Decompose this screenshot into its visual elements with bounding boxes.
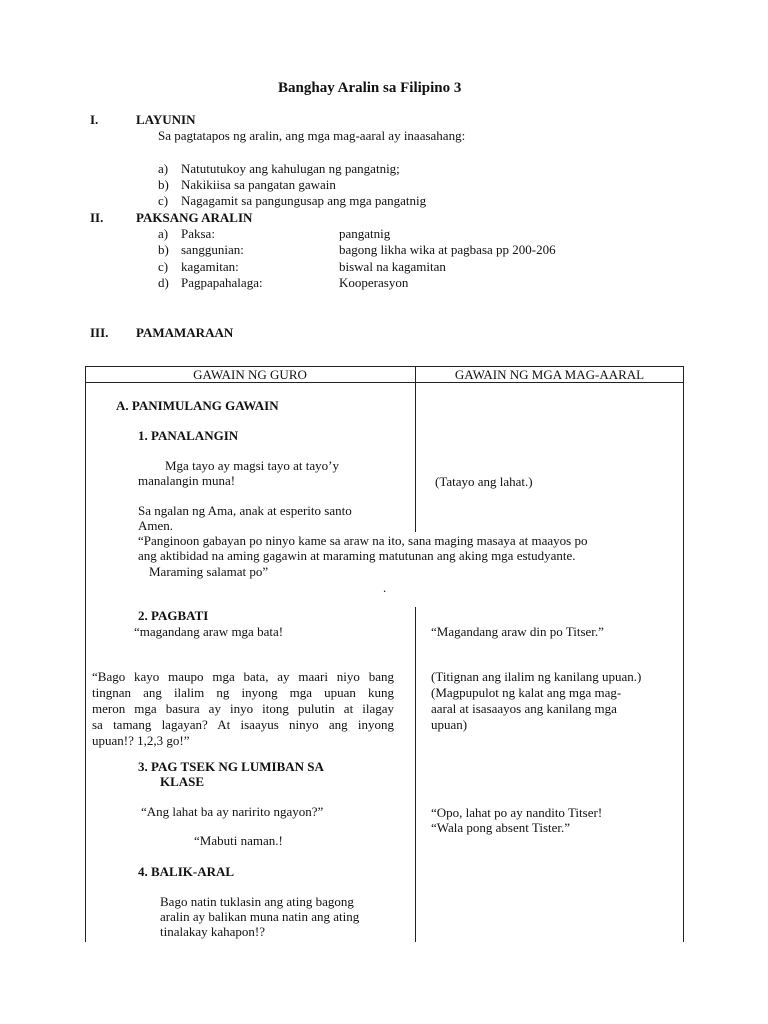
item-3-teacher-question: “Ang lahat ba ay naririto ngayon?” [141, 804, 324, 819]
prayer-dot: . [383, 580, 387, 595]
item-2-heading: 2. PAGBATI [138, 608, 209, 623]
item-4-teacher-line2: aralin ay balikan muna natin ang ating [160, 909, 360, 924]
prayer-line-2: Amen. [138, 518, 174, 533]
item-4-teacher-line1: Bago natin tuklasin ang ating bagong [160, 894, 354, 909]
table-column-divider-upper [415, 366, 416, 532]
topic-d-value: Kooperasyon [339, 275, 409, 290]
document-title: Banghay Aralin sa Filipino 3 [278, 80, 462, 96]
item-2-teacher-line: upuan!? 1,2,3 go!” [92, 733, 190, 748]
prayer-line-1: Sa ngalan ng Ama, anak at esperito santo [138, 503, 352, 518]
item-2-student-line: (Magpupulot ng kalat ang mga mag- [431, 685, 622, 700]
item-1-teacher-line2: manalangin muna! [138, 473, 236, 488]
item-4-heading: 4. BALIK-ARAL [138, 864, 235, 879]
objective-c-letter: c) [158, 193, 169, 208]
prayer-line-5: Maraming salamat po” [149, 564, 269, 579]
item-1-student-response: (Tatayo ang lahat.) [435, 474, 533, 489]
item-3-student-line2: “Wala pong absent Tister.” [431, 820, 571, 835]
table-left-border [85, 366, 86, 942]
objective-b-letter: b) [158, 177, 169, 192]
topic-b-value: bagong likha wika at pagbasa pp 200-206 [339, 242, 556, 257]
prayer-line-3: “Panginoon gabayan po ninyo kame sa araw na ito, sana maging masaya at maayos po [138, 533, 588, 548]
topic-c-value: biswal na kagamitan [339, 259, 446, 274]
item-2-teacher-line: sa tamang lagayan? At isaayus ninyo ang inyong [92, 717, 394, 732]
item-2-student-line: (Titignan ang ilalim ng kanilang upuan.) [431, 669, 642, 684]
item-3-student-line1: “Opo, lahat po ay nandito Titser! [431, 805, 603, 820]
item-2-student-actions [431, 669, 681, 733]
table-right-border [683, 366, 684, 942]
item-3-heading-line1: 3. PAG TSEK NG LUMIBAN SA [138, 759, 324, 774]
section-1-number: I. [90, 112, 99, 127]
item-4-teacher-line3: tinalakay kahapon!? [160, 924, 266, 939]
section-2-heading: PAKSANG ARALIN [136, 210, 253, 225]
objective-b-text: Nakikiisa sa pangatan gawain [181, 177, 336, 192]
item-2-teacher-instructions [92, 669, 394, 749]
section-3-heading: PAMAMARAAN [136, 325, 234, 340]
table-column-divider-lower [415, 607, 416, 942]
topic-b-letter: b) [158, 242, 169, 257]
item-2-teacher-line: tingnan ang ilalim ng inyong mga upuan kung [92, 685, 394, 700]
item-3-teacher-reply: “Mabuti naman.! [194, 833, 283, 848]
topic-c-letter: c) [158, 259, 169, 274]
objective-a-letter: a) [158, 161, 169, 176]
topic-a-label: Paksa: [181, 226, 215, 241]
item-1-teacher-line1: Mga tayo ay magsi tayo at tayo’y [165, 458, 340, 473]
item-2-student-line: upuan) [431, 717, 468, 732]
topic-c-label: kagamitan: [181, 259, 239, 274]
item-1-heading: 1. PANALANGIN [138, 428, 239, 443]
topic-a-letter: a) [158, 226, 169, 241]
item-2-teacher-line: “Bago kayo maupo mga bata, ay maari niyo bang [92, 669, 394, 684]
item-2-teacher-greeting: “magandang araw mga bata! [134, 624, 284, 639]
prayer-line-4: ang aktibidad na aming gagawin at maraming matutunan ang aking mga estudyante. [138, 548, 576, 563]
section-2-number: II. [90, 210, 104, 225]
table-header-students: GAWAIN NG MGA MAG-AARAL [454, 367, 645, 382]
section-1-intro: Sa pagtatapos ng aralin, ang mga mag-aaral ay inaasahang: [158, 128, 466, 143]
section-1-heading: LAYUNIN [136, 112, 196, 127]
item-2-student-line: aaral at isasaayos ang kanilang mga [431, 701, 617, 716]
item-3-heading-line2: KLASE [160, 774, 205, 789]
objective-c-text: Nagagamit sa pangungusap ang mga pangatnig [181, 193, 427, 208]
section-3-number: III. [90, 325, 109, 340]
topic-b-label: sanggunian: [181, 242, 244, 257]
topic-d-letter: d) [158, 275, 169, 290]
topic-d-label: Pagpapahalaga: [181, 275, 263, 290]
item-2-teacher-line: meron mga basura ay inyo itong pulutin at ilagay [92, 701, 394, 716]
item-2-student-greeting: “Magandang araw din po Titser.” [431, 624, 604, 639]
objective-a-text: Natututukoy ang kahulugan ng pangatnig; [181, 161, 400, 176]
part-a-heading: A. PANIMULANG GAWAIN [116, 398, 279, 413]
topic-a-value: pangatnig [339, 226, 391, 241]
table-header-teacher: GAWAIN NG GURO [193, 367, 307, 382]
